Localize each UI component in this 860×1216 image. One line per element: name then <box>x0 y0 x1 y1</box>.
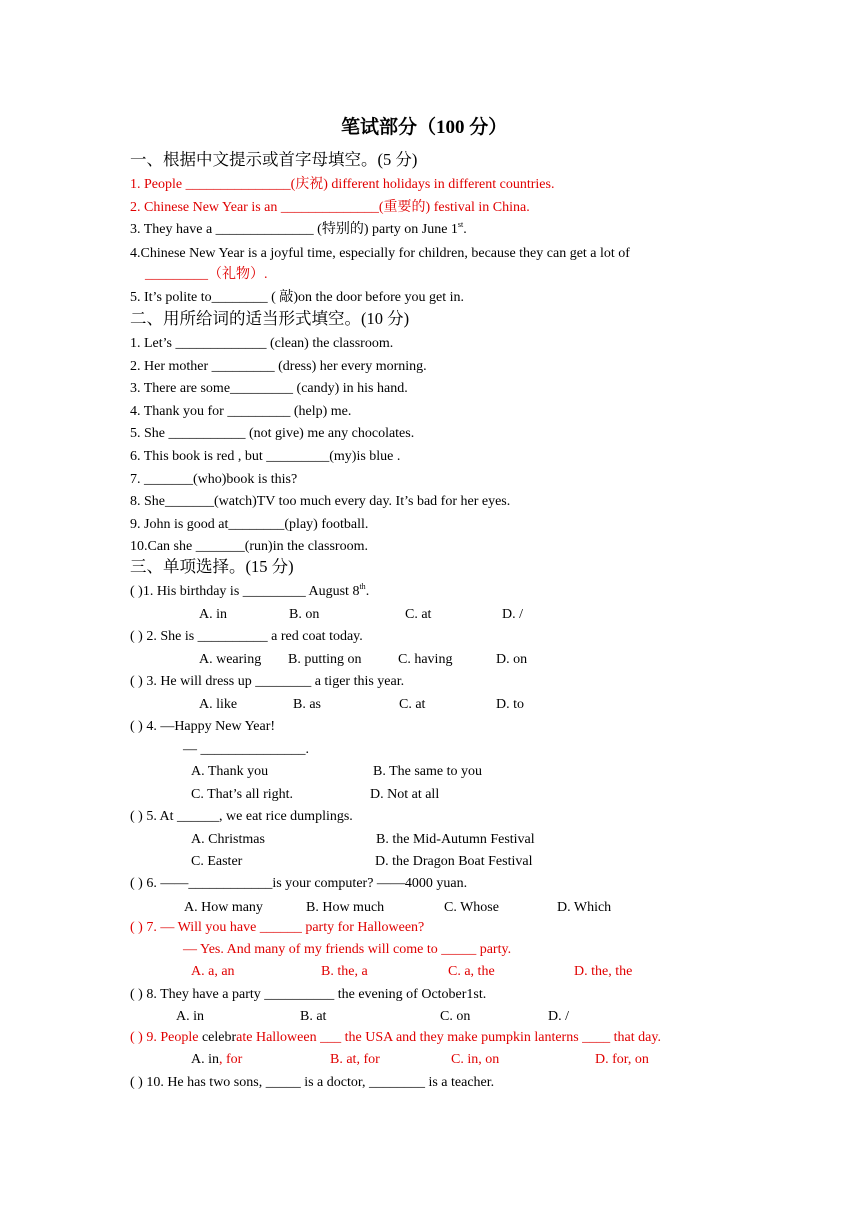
page-title: 笔试部分（100 分） <box>341 117 508 138</box>
s3-question-4: ( ) 4. —Happy New Year! <box>130 719 276 734</box>
s3-question-9-part-b: celebr <box>201 1030 237 1045</box>
s3-question-8: ( ) 8. They have a party __________ the evening of October1st. <box>130 987 487 1002</box>
s3-q1-option-d: D. / <box>502 607 523 622</box>
s2-question-4: 4. Thank you for _________ (help) me. <box>130 404 352 419</box>
s3-q2-option-c: C. having <box>398 652 453 667</box>
s3-q9-option-a <box>191 1053 242 1067</box>
section-3-heading: 三、单项选择。(15 分) <box>130 557 294 576</box>
s3-q7-option-a: A. a, an <box>191 964 235 979</box>
s3-question-7: ( ) 7. — Will you have ______ party for Halloween? <box>130 920 425 935</box>
s2-question-1: 1. Let’s _____________ (clean) the classroom. <box>130 336 394 351</box>
s1-question-3-text: 3. They have a ______________ (特别的) party on June 1 <box>130 222 458 237</box>
s3-q7-option-d: D. the, the <box>574 964 633 979</box>
s3-q2-option-d: D. on <box>496 652 528 667</box>
s3-q8-option-c: C. on <box>440 1009 471 1024</box>
s3-q1-option-a: A. in <box>199 607 227 622</box>
s3-q5-option-a: A. Christmas <box>191 832 265 847</box>
s2-question-8: 8. She_______(watch)TV too much every day. It’s bad for her eyes. <box>130 494 511 509</box>
s3-q4-option-d: D. Not at all <box>370 787 440 802</box>
s3-q6-option-d: D. Which <box>557 900 612 915</box>
s3-q5-option-b: B. the Mid-Autumn Festival <box>376 832 535 847</box>
s2-question-2: 2. Her mother _________ (dress) her every morning. <box>130 359 427 374</box>
s2-question-10: 10.Can she _______(run)in the classroom. <box>130 539 368 554</box>
s3-q6-option-c: C. Whose <box>444 900 499 915</box>
s3-q9-option-b: B. at, for <box>330 1052 380 1067</box>
s1-question-3-end: . <box>463 222 467 237</box>
s3-q7-option-b: B. the, a <box>321 964 368 979</box>
s3-q2-option-b: B. putting on <box>288 652 362 667</box>
s3-question-3: ( ) 3. He will dress up ________ a tiger this year. <box>130 674 405 689</box>
s1-question-5: 5. It’s polite to________ ( 敲)on the door before you get in. <box>130 290 464 305</box>
s2-question-6: 6. This book is red , but _________(my)is blue . <box>130 449 401 464</box>
s3-question-1-end: . <box>365 584 370 599</box>
s1-question-2: 2. Chinese New Year is an ______________(重要的) festival in China. <box>130 200 530 215</box>
s3-q8-option-d: D. / <box>548 1009 569 1024</box>
section-2-heading: 二、用所给词的适当形式填空。(10 分) <box>130 309 410 328</box>
s3-q9-option-c: C. in, on <box>451 1052 500 1067</box>
s3-q3-option-c: C. at <box>399 697 426 712</box>
s3-q3-option-a: A. like <box>199 697 238 712</box>
s3-q9-option-a-rest: , for <box>219 1052 243 1067</box>
s3-q9-option-a-text: A. in <box>191 1052 219 1067</box>
s3-question-4-reply: — _______________. <box>183 742 309 757</box>
s2-question-7: 7. _______(who)book is this? <box>130 472 298 487</box>
section-1-heading: 一、根据中文提示或首字母填空。(5 分) <box>130 150 418 169</box>
s3-question-2: ( ) 2. She is __________ a red coat today. <box>130 629 363 644</box>
s3-q2-option-a: A. wearing <box>199 652 262 667</box>
s3-q3-option-b: B. as <box>293 697 321 712</box>
s2-question-3: 3. There are some_________ (candy) in his hand. <box>130 381 408 396</box>
s3-question-9 <box>130 1031 661 1045</box>
s3-q9-option-d: D. for, on <box>595 1052 649 1067</box>
s1-question-4-cont: _________（礼物）. <box>145 267 268 282</box>
s3-q8-option-a: A. in <box>176 1009 204 1024</box>
s3-question-9-part-c: ate Halloween ___ the USA and they make pumpkin lanterns ____ that day. <box>236 1030 661 1045</box>
s1-question-3 <box>130 220 467 237</box>
s3-q8-option-b: B. at <box>300 1009 327 1024</box>
s3-q6-option-a: A. How many <box>184 900 263 915</box>
s3-question-7-reply: — Yes. And many of my friends will come to _____ party. <box>183 942 512 957</box>
s3-q5-option-d: D. the Dragon Boat Festival <box>375 854 533 869</box>
s1-question-1: 1. People _______________(庆祝) different holidays in different countries. <box>130 177 555 192</box>
s2-question-9: 9. John is good at________(play) football. <box>130 517 369 532</box>
s2-question-5: 5. She ___________ (not give) me any chocolates. <box>130 426 415 441</box>
s3-question-1-text: ( )1. His birthday is _________ August 8 <box>130 584 360 599</box>
s3-q7-option-c: C. a, the <box>448 964 495 979</box>
s3-q6-option-b: B. How much <box>306 900 385 915</box>
s3-q1-option-b: B. on <box>289 607 320 622</box>
s3-q5-option-c: C. Easter <box>191 854 243 869</box>
s3-question-1-sup: th <box>359 582 366 591</box>
s1-question-3-sup: st <box>457 220 464 229</box>
s3-q4-option-b: B. The same to you <box>373 764 483 779</box>
s3-question-5: ( ) 5. At ______, we eat rice dumplings. <box>130 809 353 824</box>
s3-question-9-part-a: ( ) 9. People <box>130 1030 202 1045</box>
s3-question-6: ( ) 6. ——____________is your computer? ——4000 yuan. <box>130 876 468 891</box>
s3-q4-option-c: C. That’s all right. <box>191 787 294 802</box>
s3-q4-option-a: A. Thank you <box>191 764 269 779</box>
s3-question-1 <box>130 582 370 599</box>
s3-q3-option-d: D. to <box>496 697 524 712</box>
s3-question-10: ( ) 10. He has two sons, _____ is a doctor, ________ is a teacher. <box>130 1075 495 1090</box>
s1-question-4: 4.Chinese New Year is a joyful time, especially for children, because they can get a lot of <box>130 246 630 261</box>
s3-q1-option-c: C. at <box>405 607 432 622</box>
